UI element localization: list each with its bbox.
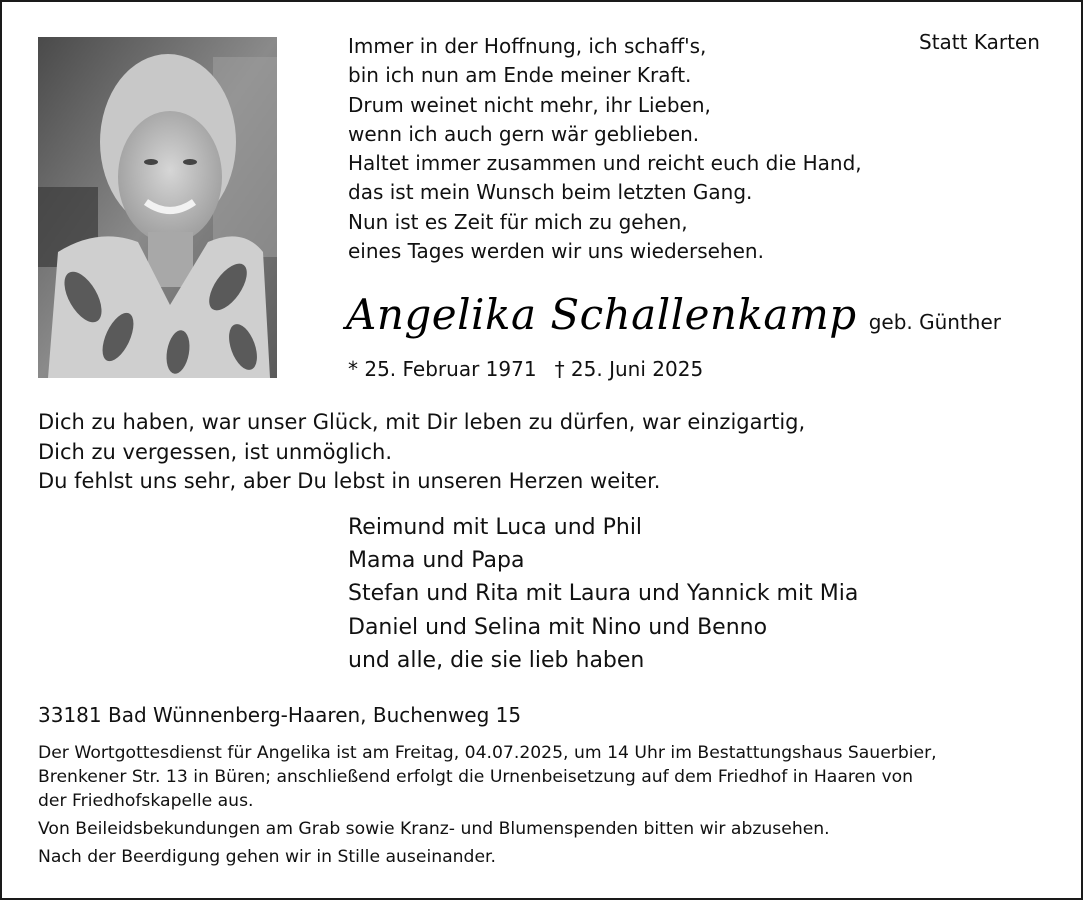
- death-date: † 25. Juni 2025: [554, 357, 704, 381]
- poem-line: Haltet immer zusammen und reicht euch die Hand,: [348, 151, 862, 176]
- portrait-photo: [38, 37, 277, 378]
- mourner-line: und alle, die sie lieb haben: [348, 647, 645, 673]
- mourner-line: Daniel und Selina mit Nino und Benno: [348, 614, 768, 640]
- poem-line: Drum weinet nicht mehr, ihr Lieben,: [348, 92, 711, 117]
- life-dates: [348, 357, 703, 381]
- birth-date: * 25. Februar 1971: [348, 357, 537, 381]
- poem-line: eines Tages werden wir uns wiedersehen.: [348, 239, 764, 264]
- family-address: 33181 Bad Wünnenberg-Haaren, Buchenweg 15: [38, 703, 522, 727]
- deceased-name-row: [346, 290, 1001, 339]
- deceased-name: Angelika Schallenkamp: [346, 290, 857, 339]
- statt-karten-note: Statt Karten: [919, 30, 1040, 54]
- message-line: Dich zu haben, war unser Glück, mit Dir leben zu dürfen, war einzigartig,: [38, 410, 806, 434]
- poem-line: Immer in der Hoffnung, ich schaff's,: [348, 34, 707, 58]
- poem-line: Nun ist es Zeit für mich zu gehen,: [348, 209, 688, 234]
- mourner-line: Stefan und Rita mit Laura und Yannick mit Mia: [348, 581, 859, 607]
- condolence-note: Von Beileidsbekundungen am Grab sowie Kranz- und Blumenspenden bitten wir abzusehen.: [38, 819, 830, 839]
- message-line: Du fehlst uns sehr, aber Du lebst in unseren Herzen weiter.: [38, 469, 661, 493]
- birth-name: geb. Günther: [868, 310, 1001, 334]
- after-funeral-note: Nach der Beerdigung gehen wir in Stille auseinander.: [38, 847, 496, 867]
- message-line: Dich zu vergessen, ist unmöglich.: [38, 439, 393, 464]
- mourner-line: Reimund mit Luca und Phil: [348, 515, 643, 540]
- service-line: Brenkener Str. 13 in Büren; anschließend erfolgt die Urnenbeisetzung auf dem Friedhof in Haaren von: [38, 767, 914, 787]
- mourners-list: [348, 511, 858, 677]
- service-line: der Friedhofskapelle aus.: [38, 791, 254, 811]
- mourner-line: Mama und Papa: [348, 548, 525, 574]
- family-message: [38, 408, 805, 497]
- poem-line: wenn ich auch gern wär geblieben.: [348, 121, 700, 146]
- poem-line: das ist mein Wunsch beim letzten Gang.: [348, 180, 753, 205]
- poem: [348, 32, 862, 266]
- service-details: [38, 741, 937, 869]
- poem-line: bin ich nun am Ende meiner Kraft.: [348, 63, 692, 88]
- service-line: Der Wortgottesdienst für Angelika ist am Freitag, 04.07.2025, um 14 Uhr im Bestattungshaus Sauerbier,: [38, 743, 937, 763]
